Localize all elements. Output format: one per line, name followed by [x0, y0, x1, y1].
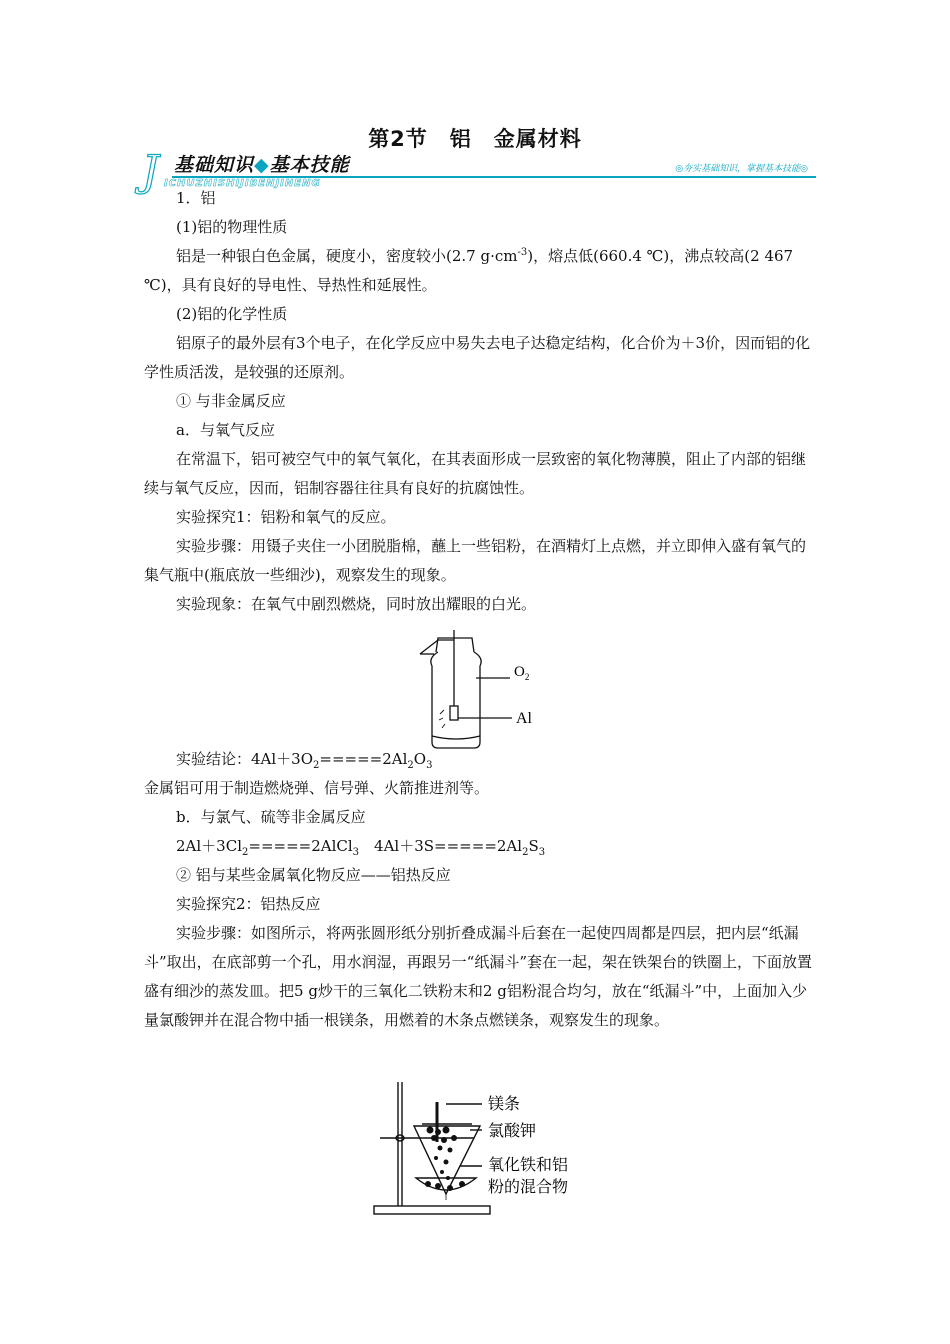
label-mixture-1: 氧化铁和铝 — [488, 1155, 569, 1174]
subsection-heading: (1)铝的物理性质 — [176, 218, 288, 236]
experiment-title: 实验探究1：铝粉和氧气的反应。 — [176, 508, 396, 526]
paragraph-uses: 金属铝可用于制造燃烧弹、信号弹、火箭推进剂等。 — [144, 779, 490, 797]
paragraph-chemical: 铝原子的最外层有3个电子，在化学反应中易失去电子达稳定结构，化合价为＋3价，因而铝的化学性质活泼，是较强的还原剂。 — [144, 334, 811, 381]
label-o2: $O_2$ — [514, 664, 530, 682]
experiment-title: 实验探究2：铝热反应 — [176, 895, 321, 913]
label-mixture-2: 粉的混合物 — [488, 1177, 569, 1196]
subsection-heading: (2)铝的化学性质 — [176, 305, 288, 323]
experiment-steps: 实验步骤：用镊子夹住一小团脱脂棉，蘸上一些铝粉，在酒精灯上点燃，并立即伸入盛有氧气的集气瓶中(瓶底放一些细沙)，观察发生的现象。 — [144, 537, 807, 584]
item-heading: ① 与非金属反应 — [176, 392, 286, 410]
experiment-steps: 实验步骤：如图所示，将两张圆形纸分别折叠成漏斗后套在一起使四周都是四层，把内层“纸漏斗”取出，在底部剪一个孔，用水润湿，再跟另一“纸漏斗”套在一起，架在铁架台的铁圈上，下面放置盛有细沙的蒸发皿。把5 g炒干的三氧化二铁粉末和2 g铝粉混合均匀，放在“纸漏斗”中，上面加入少量氯酸钾并在混合物中插一根镁条，用燃着的木条点燃镁条，观察发生的现象。 — [144, 924, 813, 1029]
item-heading: a．与氧气反应 — [176, 421, 275, 439]
oxygen-bottle-figure — [418, 630, 578, 754]
equation-line: $2Al+3Cl_2=====2AlCl_3$ $4Al+3S=====2Al_2S_3$ — [176, 837, 546, 858]
label-mg-ribbon: 镁条 — [488, 1094, 521, 1113]
item-heading: ② 铝与某些金属氧化物反应——铝热反应 — [176, 866, 451, 884]
thermite-apparatus-figure — [370, 1082, 590, 1218]
banner-pinyin: ICHUZHISHIJIBENJINENG — [164, 178, 321, 189]
page-title: 第2节 铝 金属材料 — [368, 127, 582, 151]
banner-title: 基础知识◆基本技能 — [174, 154, 350, 176]
paragraph-oxygen: 在常温下，铝可被空气中的氧气氧化，在其表面形成一层致密的氧化物薄膜，阻止了内部的铝继续与氧气反应，因而，铝制容器往往具有良好的抗腐蚀性。 — [144, 450, 807, 497]
paragraph-physical: 铝是一种银白色金属，硬度小，密度较小(2.7 $g\cdot cm^{-3}$)，熔点低(660.4 ℃)，沸点较高(2 467 ℃)，具有良好的导电性、导热性和延展性。 — [144, 247, 794, 294]
label-al: Al — [516, 710, 532, 727]
equation-conclusion: 实验结论：$4Al+3O_2=====2Al_2O_3$ — [176, 750, 433, 771]
experiment-phenomenon: 实验现象：在氧气中剧烈燃烧，同时放出耀眼的白光。 — [176, 595, 537, 613]
label-kclo3: 氯酸钾 — [488, 1121, 537, 1140]
banner-slogan: ◎夯实基础知识，掌握基本技能◎ — [675, 164, 808, 174]
banner-logo-letter: J — [142, 146, 159, 195]
section-heading: 1．铝 — [176, 189, 216, 207]
item-heading: b．与氯气、硫等非金属反应 — [176, 808, 366, 826]
